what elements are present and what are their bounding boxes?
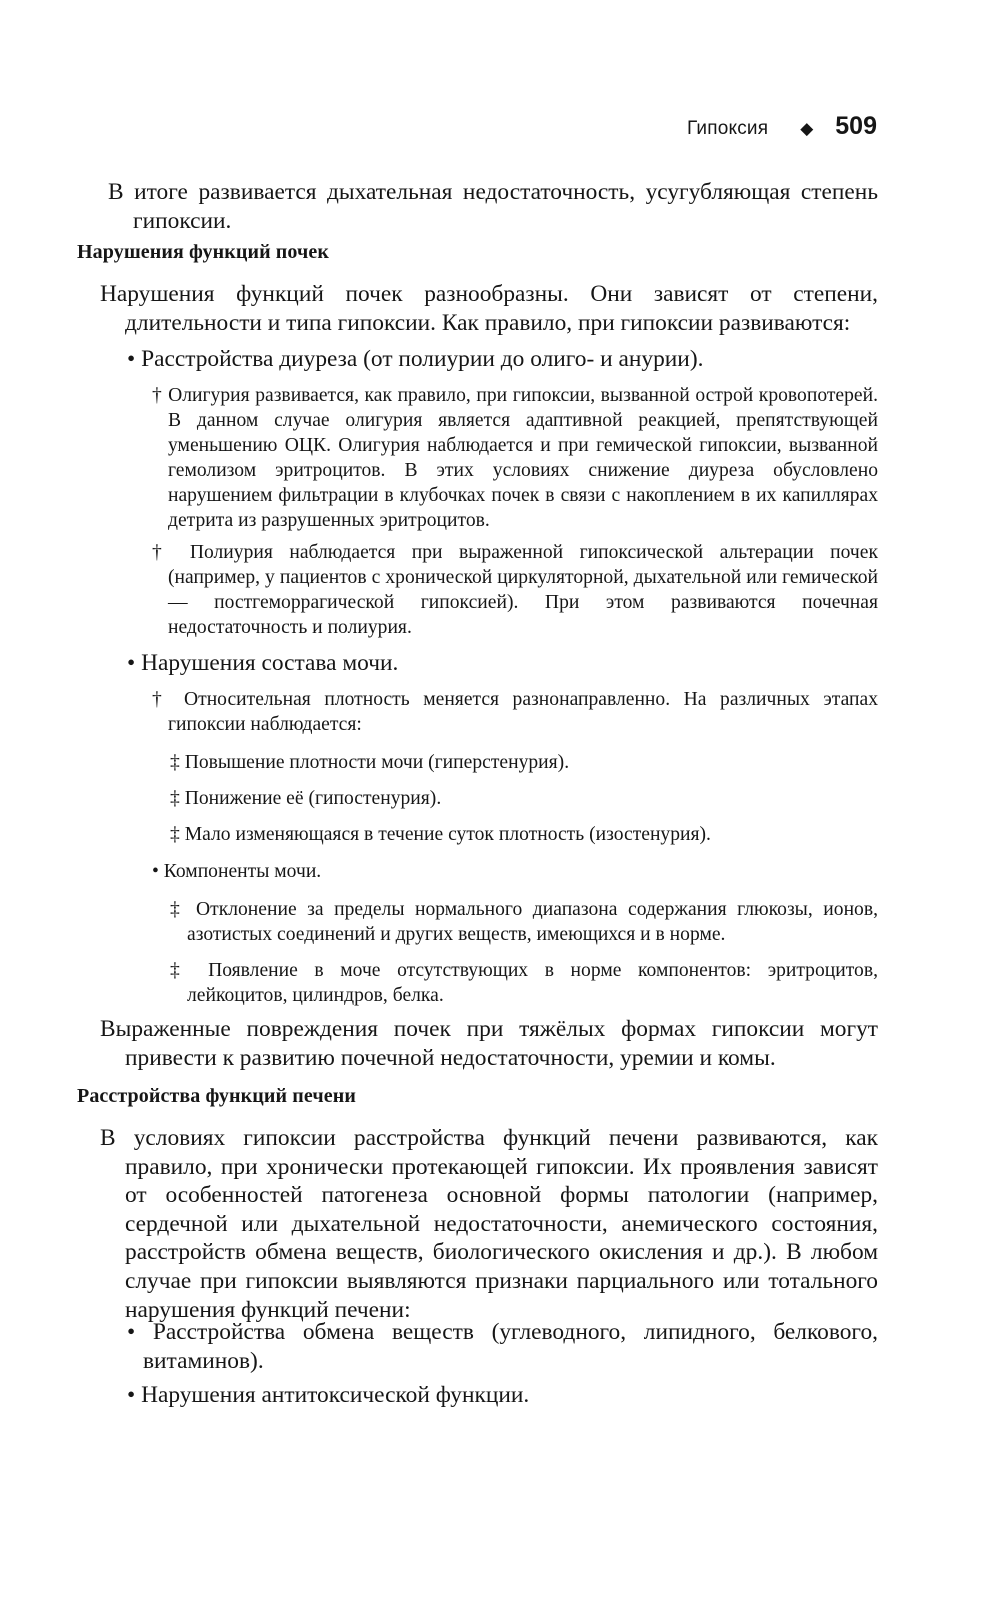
- bullet-urine-text: Нарушения состава мочи.: [141, 650, 399, 676]
- ddagger-hyper-text: Повышение плотности мочи (гиперстенурия).: [184, 752, 570, 773]
- dagger-marker: †: [152, 542, 174, 563]
- bullet-components-text: Компоненты мочи.: [163, 861, 322, 882]
- bullet-marker: •: [127, 346, 136, 372]
- double-dagger-marker: ‡: [170, 824, 180, 845]
- bullet-components: [152, 859, 878, 884]
- dagger-marker: †: [152, 689, 171, 710]
- bullet-urine: [127, 649, 878, 678]
- bullet-antitoxic: [127, 1381, 878, 1410]
- ddagger-appearance: [170, 958, 878, 1008]
- dagger-polyuria: [152, 540, 878, 640]
- bullet-marker: •: [152, 861, 159, 882]
- intro-paragraph: В итоге развивается дыхательная недостаточность, усугубляющая степень гипоксии.: [108, 179, 878, 234]
- bullet-diuresis: [127, 345, 878, 374]
- dagger-polyuria-text: Полиурия наблюдается при выраженной гипоксической альтерации почек (например, у пациентов с хронической циркуляторной, дыхательной или гемической — постгеморрагической гипоксией). При этом развиваются почечная недостаточность и полиурия.: [168, 542, 878, 638]
- dagger-density: [152, 687, 878, 737]
- liver-lead-block: [100, 1124, 878, 1324]
- double-dagger-marker: ‡: [170, 788, 180, 809]
- double-dagger-marker: ‡: [170, 899, 186, 920]
- ddagger-deviation-text: Отклонение за пределы нормального диапазона содержания глюкозы, ионов, азотистых соединений и других веществ, имеющихся и в норме.: [187, 899, 878, 945]
- ddagger-hyper: [170, 750, 878, 775]
- dagger-oliguria: [152, 383, 878, 533]
- ddagger-appearance-text: Появление в моче отсутствующих в норме компонентов: эритроцитов, лейкоцитов, цилиндров, белка.: [187, 960, 879, 1006]
- ddagger-hypo-text: Понижение её (гипостенурия).: [184, 788, 442, 809]
- kidneys-lead-paragraph: Нарушения функций почек разнообразны. Они зависят от степени, длительности и типа гипоксии. Как правило, при гипоксии развиваются:: [100, 281, 878, 336]
- kidneys-closing-paragraph: Выраженные повреждения почек при тяжёлых формах гипоксии могут привести к развитию почечной недостаточности, уремии и комы.: [100, 1016, 878, 1071]
- dagger-oliguria-text: Олигурия развивается, как правило, при гипоксии, вызванной острой кровопотерей. В данном случае олигурия является адаптивной реакцией, препятствующей уменьшению ОЦК. Олигурия наблюдается и при гемической гипоксии, вызванной гемолизом эритроцитов. В этих условиях снижение диуреза обусловлено нарушением фильтрации в клубочках почек в связи с накоплением в их капиллярах детрита из разрушенных эритроцитов.: [168, 385, 878, 531]
- bullet-marker: •: [127, 1319, 136, 1345]
- running-head: [687, 112, 877, 141]
- dagger-density-text: Относительная плотность меняется разнонаправленно. На различных этапах гипоксии наблюдается:: [168, 689, 878, 735]
- bullet-metabolism-text: Расстройства обмена веществ (углеводного, липидного, белкового, витаминов).: [143, 1319, 878, 1374]
- kidneys-closing-block: [100, 1015, 878, 1072]
- dagger-marker: †: [152, 385, 163, 406]
- ddagger-deviation: [170, 897, 878, 947]
- bullet-diuresis-text: Расстройства диуреза (от полиурии до олиго- и анурии).: [141, 346, 704, 372]
- double-dagger-marker: ‡: [170, 960, 192, 981]
- double-dagger-marker: ‡: [170, 752, 180, 773]
- diamond-separator-icon: ◆: [800, 119, 814, 139]
- bullet-marker: •: [127, 1382, 136, 1408]
- bullet-marker: •: [127, 650, 136, 676]
- bullet-metabolism: [127, 1318, 878, 1375]
- ddagger-iso: [170, 822, 878, 847]
- running-head-title: Гипоксия: [686, 118, 769, 139]
- ddagger-hypo: [170, 786, 878, 811]
- bullet-antitoxic-text: Нарушения антитоксической функции.: [141, 1382, 530, 1408]
- ddagger-iso-text: Мало изменяющаяся в течение суток плотность (изостенурия).: [184, 824, 711, 845]
- intro-paragraph-block: [108, 178, 878, 235]
- kidneys-lead-block: [100, 280, 878, 337]
- liver-lead-paragraph: В условиях гипоксии расстройства функций печени развиваются, как правило, при хронически протекающей гипоксии. Их проявления зависят от особенностей патогенеза основной формы патологии (например, сердечной или дыхательной недостаточности, анемического состояния, расстройств обмена веществ, биологического окисления и др.). В любом случае при гипоксии выявляются признаки парциального или тотального нарушения функций печени:: [100, 1125, 878, 1323]
- page-number: 509: [835, 112, 877, 140]
- section-heading-liver: Расстройства функций печени: [77, 1085, 356, 1107]
- section-heading-kidneys: Нарушения функций почек: [77, 241, 329, 263]
